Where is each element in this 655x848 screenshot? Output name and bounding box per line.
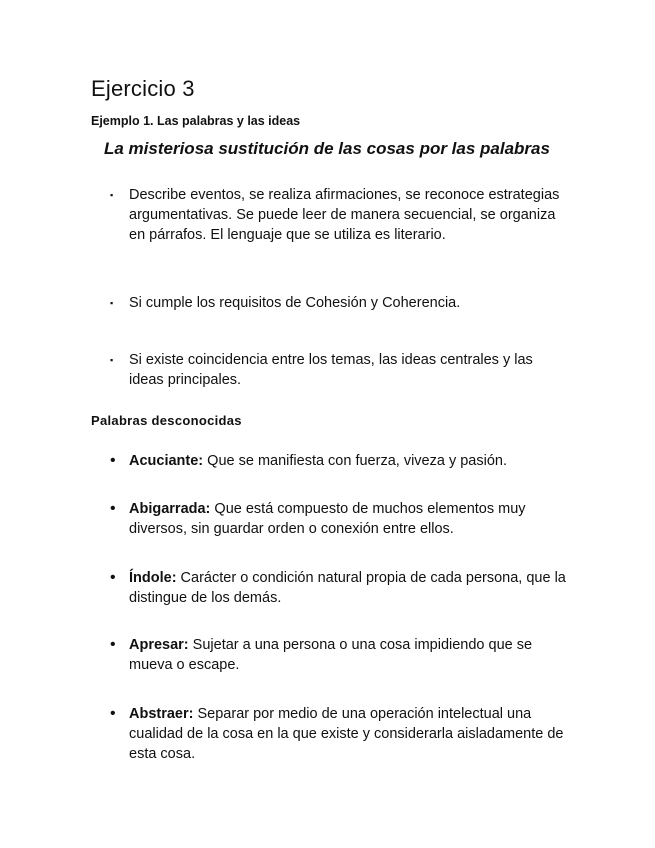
glossary-heading: Palabras desconocidas <box>91 413 242 428</box>
bullet-icon: • <box>110 569 116 586</box>
glossary-item <box>110 451 570 471</box>
glossary-item <box>110 635 570 675</box>
bullet-icon: • <box>110 705 116 722</box>
glossary-term: Acuciante: <box>129 453 204 469</box>
glossary-item <box>110 568 570 608</box>
glossary-term: Apresar: <box>129 637 189 653</box>
glossary-definition: Que está compuesto de muchos elementos muy diversos, sin guardar orden o conexión entre ellos. <box>129 501 526 537</box>
glossary-definition: Que se manifiesta con fuerza, viveza y pasión. <box>203 453 507 469</box>
bullet-icon: • <box>110 452 116 469</box>
square-bullet-icon: ▪ <box>110 190 114 200</box>
observation-text: Describe eventos, se realiza afirmaciones, se reconoce estrategias argumentativas. Se puede leer de manera secuencial, se organiza en párrafos. El lenguaje que se utiliza es literario. <box>129 187 560 243</box>
glossary-definition: Carácter o condición natural propia de cada persona, que la distingue de los demás. <box>129 570 566 606</box>
bullet-icon: • <box>110 636 116 653</box>
page-title: Ejercicio 3 <box>91 76 195 101</box>
glossary-item <box>110 704 570 764</box>
glossary-term: Abigarrada: <box>129 501 211 517</box>
observation-text: Si cumple los requisitos de Cohesión y Coherencia. <box>129 295 461 311</box>
glossary-term: Índole: <box>129 570 177 586</box>
observation-item <box>110 350 570 390</box>
essay-title: La misteriosa sustitución de las cosas por las palabras <box>104 139 550 158</box>
glossary-entry <box>129 499 570 539</box>
observation-text: Si existe coincidencia entre los temas, las ideas centrales y las ideas principales. <box>129 352 533 388</box>
glossary-entry <box>129 568 570 608</box>
glossary-definition: Sujetar a una persona o una cosa impidiendo que se mueva o escape. <box>129 637 533 673</box>
glossary-item <box>110 499 570 539</box>
example-subtitle: Ejemplo 1. Las palabras y las ideas <box>91 114 301 128</box>
glossary-entry <box>129 451 570 471</box>
glossary-entry <box>129 635 570 675</box>
glossary-entry <box>129 704 570 764</box>
square-bullet-icon: ▪ <box>110 298 114 308</box>
observation-item <box>110 185 570 245</box>
glossary-definition: Separar por medio de una operación intelectual una cualidad de la cosa en la que existe y considerarla aisladamente de esta cosa. <box>129 706 564 762</box>
bullet-icon: • <box>110 500 116 517</box>
glossary-term: Abstraer: <box>129 706 194 722</box>
square-bullet-icon: ▪ <box>110 355 114 365</box>
observation-item <box>110 293 570 313</box>
